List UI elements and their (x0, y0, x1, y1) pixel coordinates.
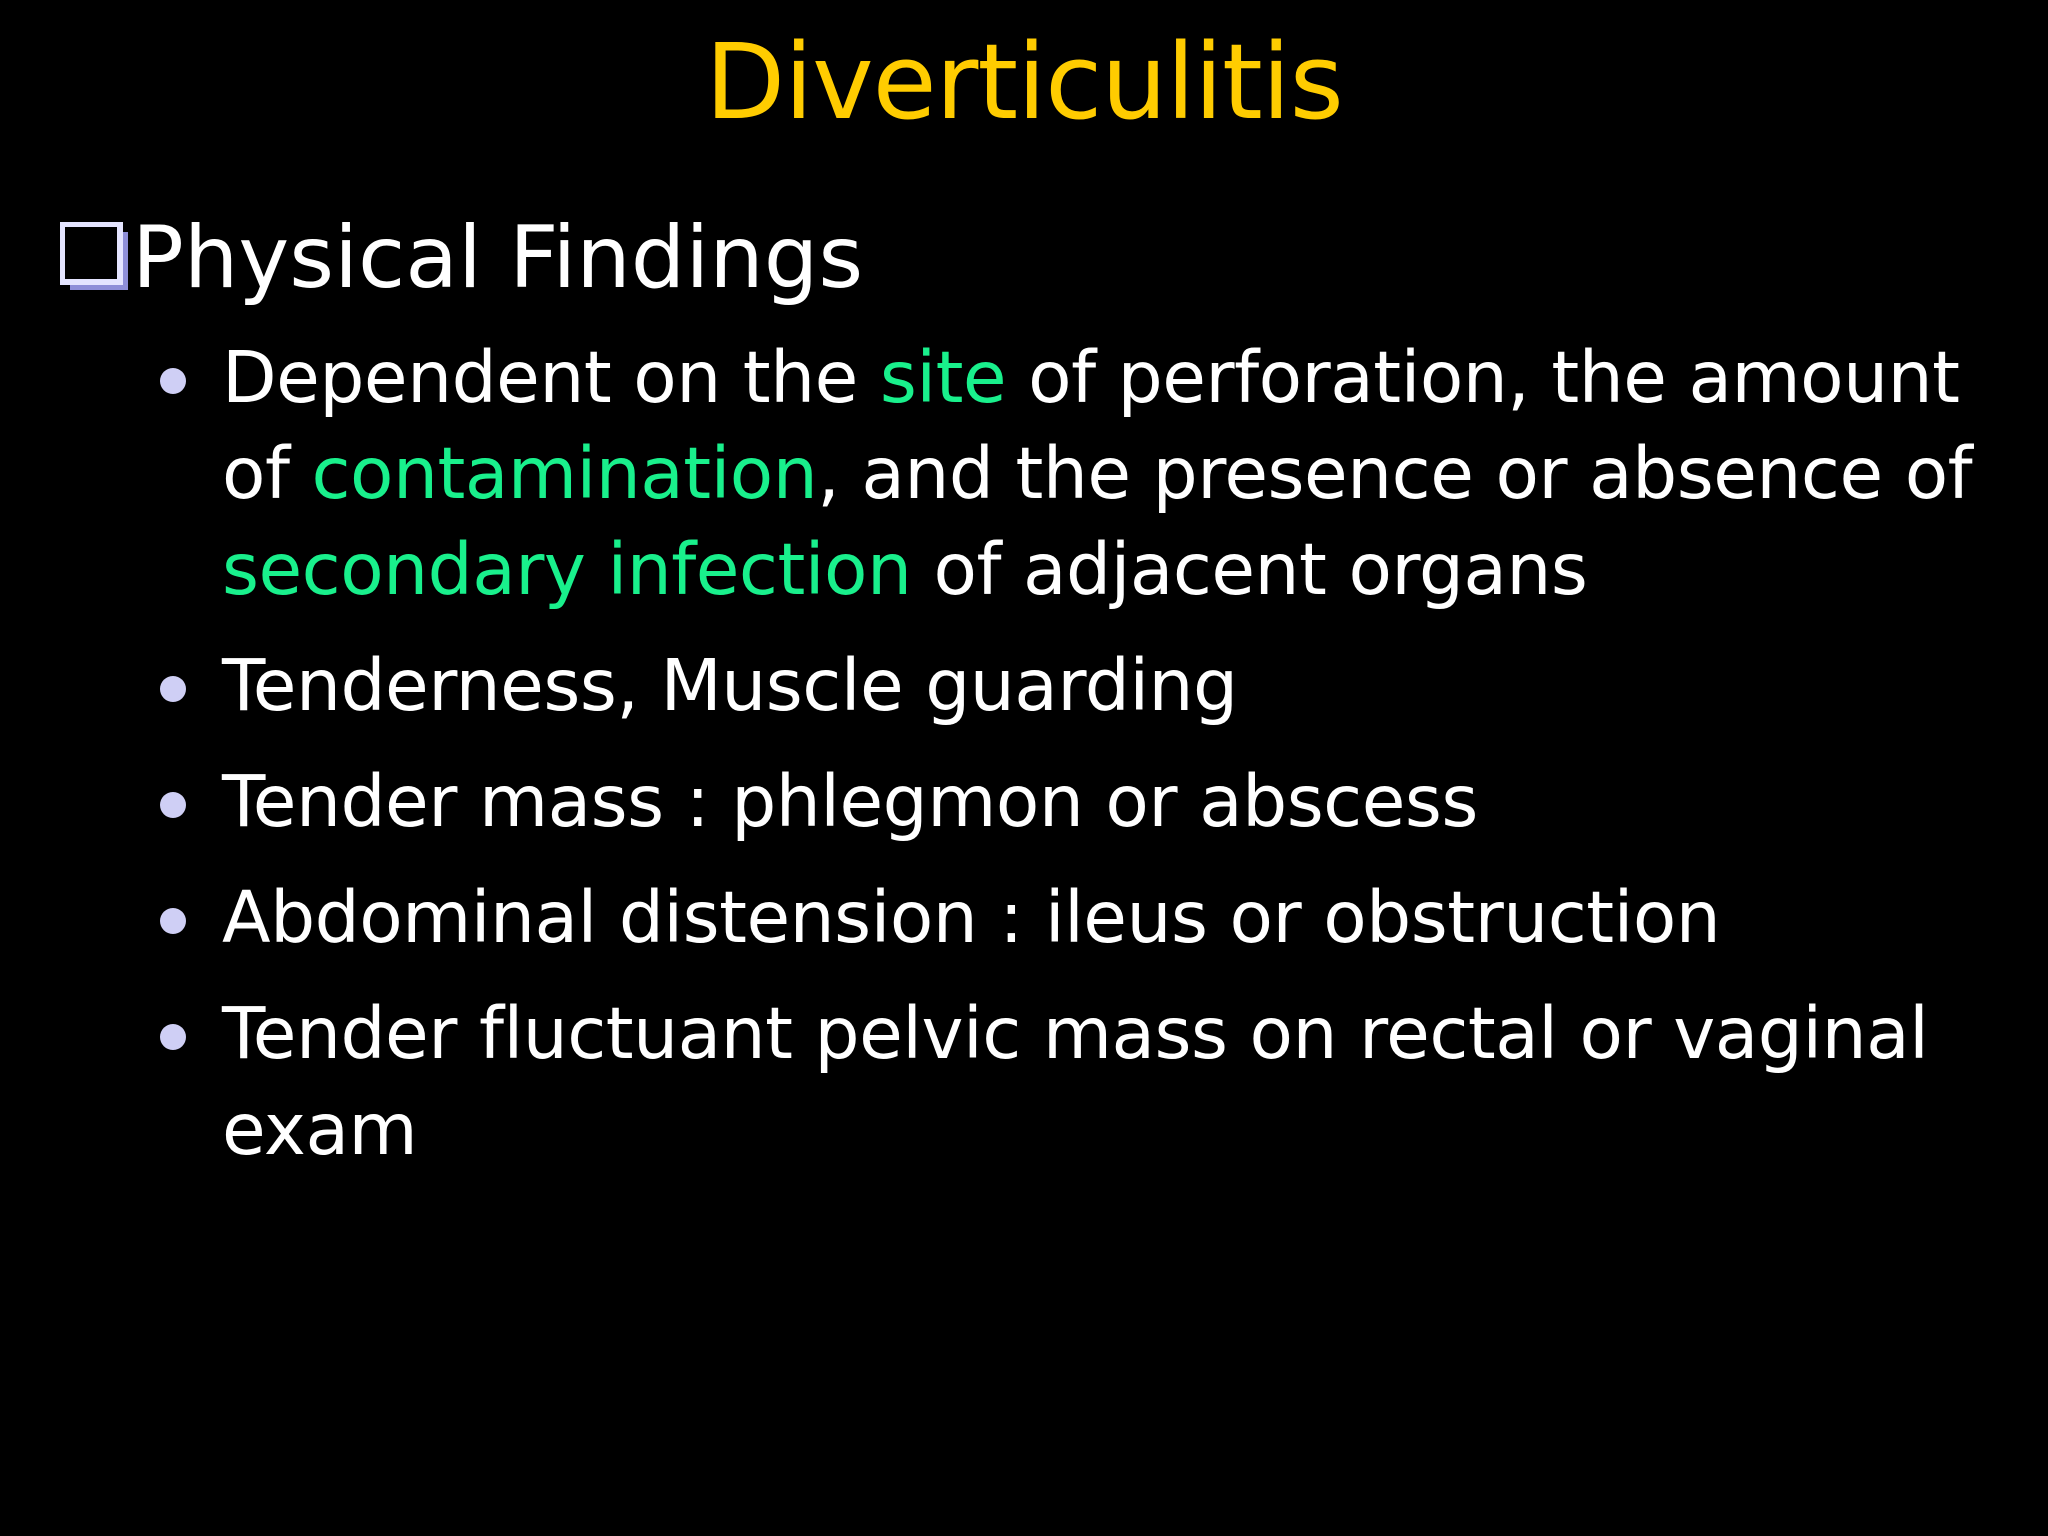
bullet-item (150, 754, 1990, 850)
bullet-item (150, 870, 1990, 966)
bullet-text: of perforation, the amount of (222, 336, 1960, 515)
bullet-dot-icon (160, 908, 186, 934)
highlight-term: contamination (311, 432, 818, 515)
slide-title: Diverticulitis (705, 21, 1343, 143)
highlight-term: site (879, 336, 1007, 419)
bullet-text: Tender mass : phlegmon or abscess (222, 760, 1478, 843)
bullet-list (150, 330, 1990, 1198)
bullet-text: , and the presence or absence of (817, 432, 1973, 515)
section-heading-text: Physical Findings (132, 208, 864, 308)
bullet-dot-icon (160, 1024, 186, 1050)
bullet-text: Abdominal distension : ileus or obstruction (222, 876, 1721, 959)
bullet-dot-icon (160, 368, 186, 394)
bullet-item (150, 638, 1990, 734)
bullet-item (150, 330, 1990, 618)
bullet-item (150, 986, 1990, 1178)
highlight-term: secondary infection (222, 528, 912, 611)
checkbox-square-icon (60, 222, 132, 294)
section-heading (60, 200, 863, 316)
bullet-text: Tenderness, Muscle guarding (222, 644, 1238, 727)
bullet-text: Dependent on the (222, 336, 880, 419)
bullet-dot-icon (160, 792, 186, 818)
bullet-text: of adjacent organs (911, 528, 1588, 611)
bullet-dot-icon (160, 676, 186, 702)
bullet-text: Tender fluctuant pelvic mass on rectal or vaginal exam (222, 992, 1929, 1171)
